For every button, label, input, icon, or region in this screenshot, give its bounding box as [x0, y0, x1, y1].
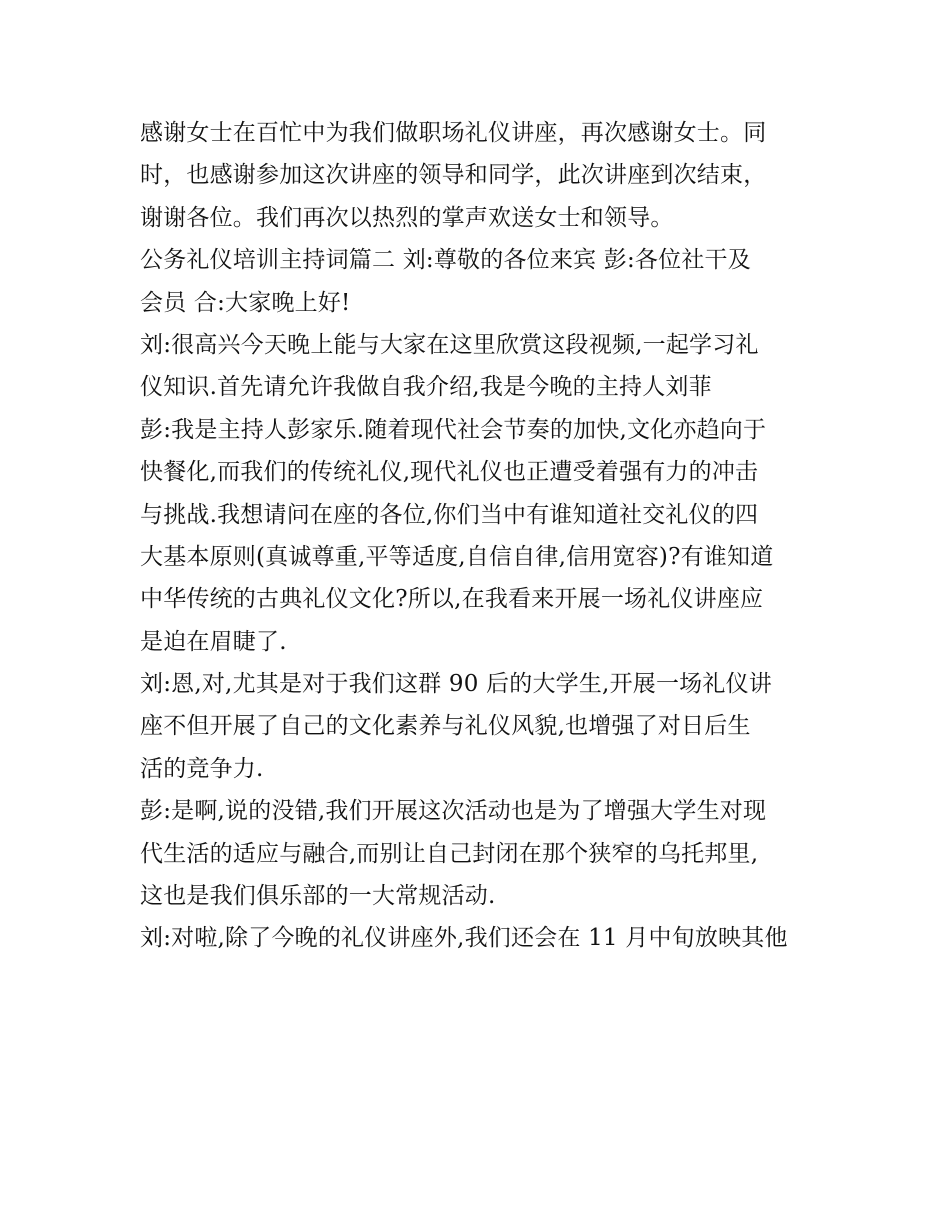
text-line: 中华传统的古典礼仪文化?所以,在我看来开展一场礼仪讲座应 — [140, 586, 764, 613]
text-line: 座不但开展了自己的文化素养与礼仪风貌,也增强了对日后生 — [140, 713, 751, 740]
document-body — [140, 112, 820, 960]
text-line: 这也是我们俱乐部的一大常规活动. — [140, 883, 496, 910]
text-line: 大基本原则(真诚尊重,平等适度,自信自律,信用宽容)?有谁知道 — [140, 543, 774, 570]
text-line: 是迫在眉睫了. — [140, 628, 287, 655]
text-line: 活的竞争力. — [140, 755, 264, 782]
text-line: 彭:我是主持人彭家乐.随着现代社会节奏的加快,文化亦趋向于 — [140, 416, 767, 443]
text-line: 彭:是啊,说的没错,我们开展这次活动也是为了增强大学生对现 — [140, 798, 767, 825]
text-line: 快餐化,而我们的传统礼仪,现代礼仪也正遭受着强有力的冲击 — [140, 459, 759, 486]
text-line: 时，也感谢参加这次讲座的领导和同学，此次讲座到次结束， — [140, 162, 767, 189]
text-line: 会员 合:大家晚上好! — [140, 289, 351, 316]
text-line: 谢谢各位。我们再次以热烈的掌声欢送女士和领导。 — [140, 204, 674, 231]
text-line: 仪知识.首先请允许我做自我介绍,我是今晚的主持人刘菲 — [140, 374, 712, 401]
text-line: 刘:很高兴今天晚上能与大家在这里欣赏这段视频,一起学习礼 — [140, 331, 759, 358]
text-line: 刘:对啦,除了今晚的礼仪讲座外,我们还会在 11 月中旬放映其他 — [140, 925, 788, 952]
text-line: 公务礼仪培训主持词篇二 刘:尊敬的各位来宾 彭:各位社干及 — [140, 247, 751, 274]
text-line: 刘:恩,对,尤其是对于我们这群 90 后的大学生,开展一场礼仪讲 — [140, 671, 772, 698]
text-line: 代生活的适应与融合,而别让自己封闭在那个狭窄的乌托邦里, — [140, 840, 759, 867]
text-line: 与挑战.我想请问在座的各位,你们当中有谁知道社交礼仪的四 — [140, 501, 759, 528]
text-line: 感谢女士在百忙中为我们做职场礼仪讲座，再次感谢女士。同 — [140, 120, 767, 146]
